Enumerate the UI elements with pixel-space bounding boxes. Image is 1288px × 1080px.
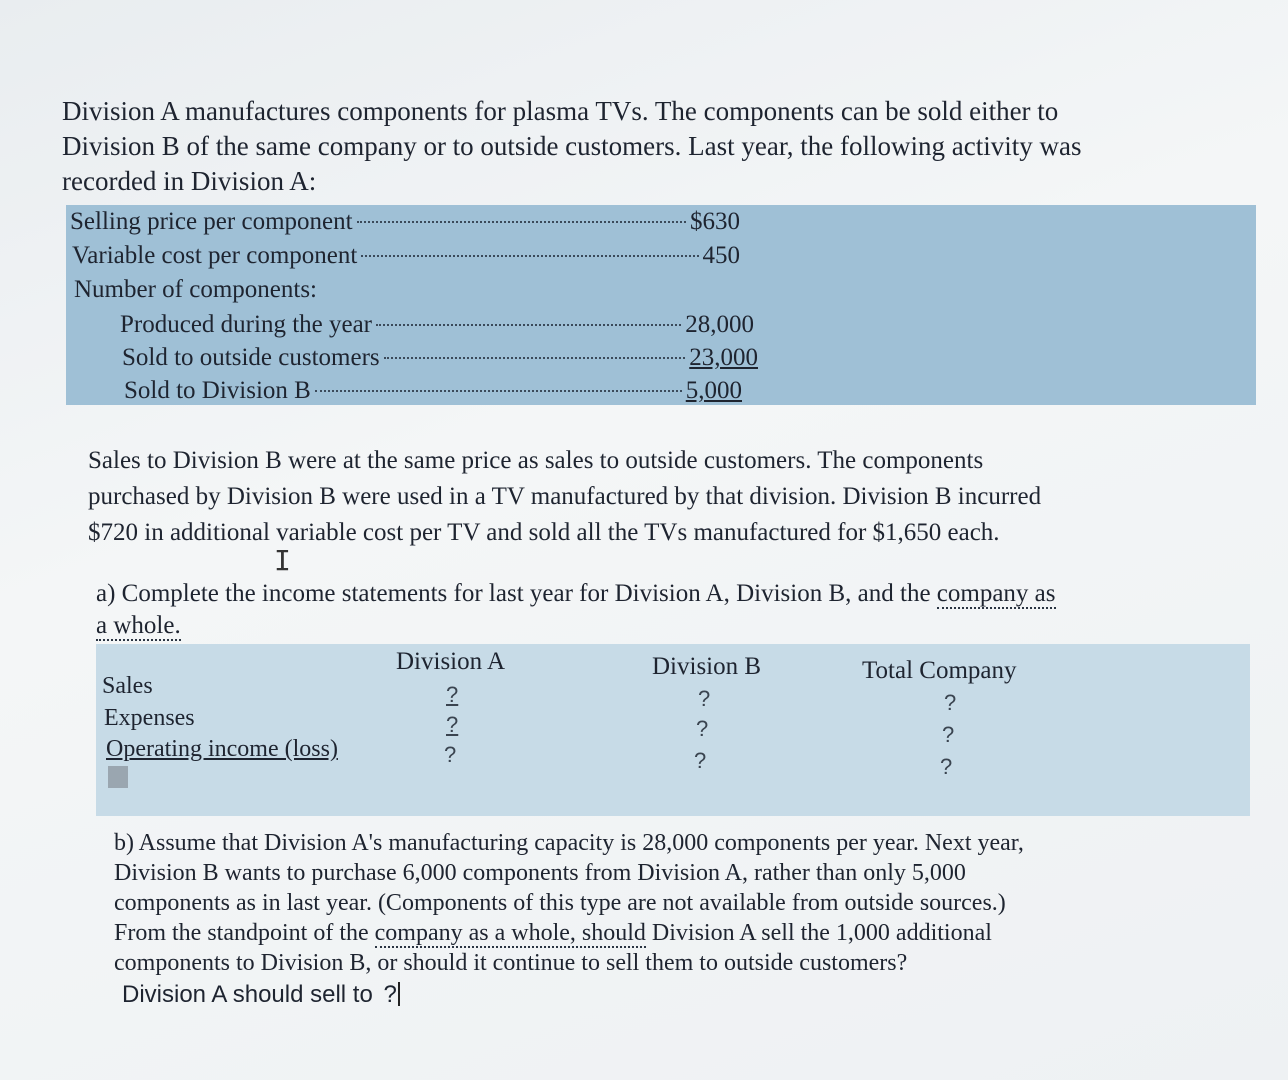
sales-paragraph [88,443,1248,551]
variable-cost-label: Variable cost per component [72,242,358,269]
produced-row [120,311,754,339]
answer-prompt: Division A should sell to [122,981,373,1008]
division-a-operating-input[interactable]: ? [444,742,457,767]
leader-dots [357,221,686,223]
sales-line: Sales to Division B were at the same price as sales to outside customers. The components [88,447,984,474]
total-operating-input[interactable]: ? [940,754,953,779]
question-b-line: components to Division B, or should it continue to sell them to outside customers? [114,950,908,976]
variable-cost-value: 450 [702,242,740,269]
sold-division-b-value: 5,000 [685,377,742,404]
company-as-whole-link[interactable]: company as [936,580,1056,607]
leader-dots [361,255,698,257]
question-b-line: components as in last year. (Components of this type are not available from outside sources.) [114,890,1006,916]
intro-line: Division B of the same company or to outside customers. Last year, the following activity was [62,131,1082,161]
total-sales-input[interactable]: ? [944,690,957,715]
text-caret [398,982,400,1006]
sold-outside-value: 23,000 [689,344,758,371]
sold-outside-label: Sold to outside customers [122,344,380,371]
produced-value: 28,000 [685,311,754,338]
column-header-total-company: Total Company [862,657,1017,684]
sold-division-b-row [124,377,742,405]
answer-dropdown[interactable]: ? [383,981,397,1008]
scrollbar-handle[interactable] [108,766,128,788]
question-b-line: From the standpoint of the company as a whole, should Division A sell the 1,000 additional [114,920,992,946]
sold-division-b-label: Sold to Division B [124,377,311,404]
sales-label: Sales [102,673,153,699]
leader-dots [315,390,682,392]
number-of-components-row [74,276,317,304]
leader-dots [376,324,681,326]
produced-label: Produced during the year [120,311,373,338]
selling-price-value: $630 [690,208,740,235]
expenses-label: Expenses [104,705,195,731]
division-a-sales-input[interactable]: ? [446,682,459,707]
operating-income-label: Operating income (loss) [106,736,338,762]
sold-outside-row [122,344,758,372]
number-of-components-label: Number of components: [74,276,318,303]
total-expenses-input[interactable]: ? [942,722,955,747]
intro-paragraph [62,94,1262,199]
company-as-whole-should-link[interactable]: company as a whole, should [374,920,646,946]
division-b-sales-input[interactable]: ? [698,686,711,711]
selling-price-row [70,208,740,236]
question-b [114,828,1254,978]
text-cursor-icon: I [274,544,291,577]
leader-dots [384,357,686,359]
answer-line [122,981,400,1009]
division-a-expenses-input[interactable]: ? [446,712,459,737]
question-b-line: b) Assume that Division A's manufacturing capacity is 28,000 components per year. Next year, [114,830,1024,856]
variable-cost-row [72,242,740,270]
selling-price-label: Selling price per component [70,208,353,235]
question-a-line: a) Complete the income statements for last year for Division A, Division B, and the company as [96,580,1056,607]
division-b-expenses-input[interactable]: ? [696,716,709,741]
question-b-line: Division B wants to purchase 6,000 components from Division A, rather than only 5,000 [114,860,966,886]
intro-line: Division A manufactures components for plasma TVs. The components can be sold either to [62,96,1059,126]
division-b-operating-input[interactable]: ? [694,748,707,773]
column-header-division-b: Division B [652,653,762,680]
sales-line: $720 in additional variable cost per TV and sold all the TVs manufactured for $1,650 each. [88,519,1000,546]
intro-line: recorded in Division A: [62,166,317,196]
column-header-division-a: Division A [396,648,506,675]
question-a [96,578,1256,642]
sales-line: purchased by Division B were used in a TV manufactured by that division. Division B incurred [88,483,1042,510]
question-a-line [96,610,1256,642]
company-as-whole-link[interactable]: a whole. [96,612,181,639]
